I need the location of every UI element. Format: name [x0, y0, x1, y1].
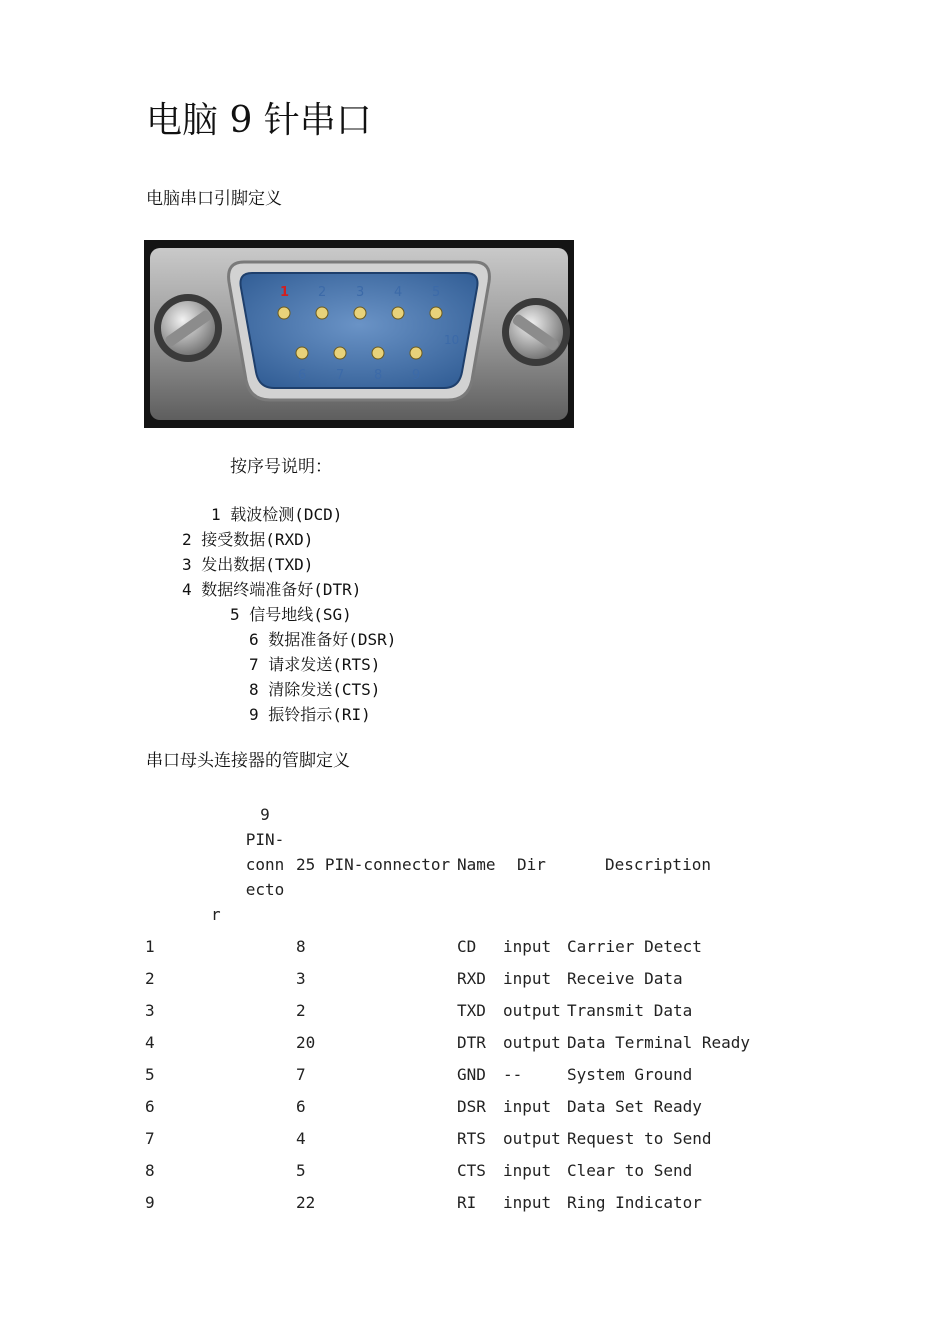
pin-item: 2 接受数据(RXD)	[182, 530, 314, 549]
pin-number-label: 1	[280, 285, 290, 300]
cell-9pin: 5	[145, 1065, 155, 1084]
cell-dir: input	[503, 1161, 552, 1180]
pin-item: 6 数据准备好(DSR)	[249, 630, 397, 649]
connector-pin	[392, 307, 404, 319]
cell-description: Carrier Detect	[567, 937, 702, 956]
cell-25pin: 22	[296, 1193, 316, 1212]
connector-pin	[296, 347, 308, 359]
cell-25pin: 6	[296, 1097, 306, 1116]
connector-pin	[278, 307, 290, 319]
cell-25pin: 20	[296, 1033, 316, 1052]
cell-name: GND	[457, 1065, 486, 1084]
cell-description: System Ground	[567, 1065, 693, 1084]
right-screw	[502, 298, 570, 366]
pin-number-label: 6	[298, 368, 307, 383]
pin-number-label: 7	[336, 368, 345, 383]
cell-dir: input	[503, 1097, 552, 1116]
header-line: 9	[260, 805, 270, 824]
table-header-9pin	[241, 802, 289, 902]
section-heading-female-connector: 串口母头连接器的管脚定义	[146, 751, 350, 771]
pin-number-label: 3	[356, 285, 365, 300]
connector-pin	[410, 347, 422, 359]
table-header-description: Description	[605, 855, 711, 874]
cell-9pin: 1	[145, 937, 155, 956]
cell-name: CD	[457, 937, 477, 956]
pin-number-label: 8	[374, 368, 383, 383]
cell-25pin: 5	[296, 1161, 306, 1180]
header-line: ecto	[245, 880, 285, 899]
cell-description: Receive Data	[567, 969, 683, 988]
cell-9pin: 8	[145, 1161, 155, 1180]
cell-9pin: 4	[145, 1033, 155, 1052]
page-title: 电脑 9 针串口	[146, 100, 372, 141]
cell-dir: output	[503, 1129, 561, 1148]
cell-name: DTR	[457, 1033, 486, 1052]
pin-item: 9 振铃指示(RI)	[249, 705, 371, 724]
cell-description: Data Terminal Ready	[567, 1033, 751, 1052]
cell-9pin: 3	[145, 1001, 155, 1020]
pin-number-label: 9	[412, 368, 421, 383]
cell-dir: input	[503, 1193, 552, 1212]
pin-item: 3 发出数据(TXD)	[182, 555, 314, 574]
cell-description: Data Set Ready	[567, 1097, 702, 1116]
cell-name: TXD	[457, 1001, 486, 1020]
connector-pin	[334, 347, 346, 359]
header-line: PIN-	[245, 830, 285, 849]
cell-name: RI	[457, 1193, 477, 1212]
pin-number-label: 2	[318, 285, 327, 300]
cell-name: DSR	[457, 1097, 486, 1116]
cell-25pin: 3	[296, 969, 306, 988]
left-screw	[154, 294, 222, 362]
pin-item: 5 信号地线(SG)	[230, 605, 352, 624]
cell-dir: input	[503, 969, 552, 988]
section-heading-pin-definition: 电脑串口引脚定义	[146, 189, 282, 209]
cell-name: RTS	[457, 1129, 486, 1148]
cell-name: CTS	[457, 1161, 486, 1180]
table-header-dir: Dir	[517, 855, 546, 874]
connector-pin	[430, 307, 442, 319]
cell-description: Transmit Data	[567, 1001, 693, 1020]
db9-connector-image	[144, 240, 574, 428]
cell-description: Ring Indicator	[567, 1193, 702, 1212]
header-line: conn	[245, 855, 285, 874]
cell-25pin: 4	[296, 1129, 306, 1148]
cell-dir: output	[503, 1001, 561, 1020]
cell-9pin: 2	[145, 969, 155, 988]
cell-description: Request to Send	[567, 1129, 712, 1148]
pin-number-label: 4	[394, 285, 403, 300]
table-header-9pin-tail: r	[211, 905, 221, 924]
cell-9pin: 6	[145, 1097, 155, 1116]
pin-item: 4 数据终端准备好(DTR)	[182, 580, 362, 599]
pin-number-label: 10	[444, 333, 460, 347]
pin-item: 7 请求发送(RTS)	[249, 655, 381, 674]
table-header-25pin: 25 PIN-connector	[296, 855, 451, 874]
cell-25pin: 2	[296, 1001, 306, 1020]
connector-pin	[316, 307, 328, 319]
cell-25pin: 8	[296, 937, 306, 956]
cell-name: RXD	[457, 969, 486, 988]
cell-9pin: 7	[145, 1129, 155, 1148]
cell-dir: --	[503, 1065, 523, 1084]
cell-description: Clear to Send	[567, 1161, 693, 1180]
connector-pin	[354, 307, 366, 319]
connector-pin	[372, 347, 384, 359]
cell-25pin: 7	[296, 1065, 306, 1084]
cell-9pin: 9	[145, 1193, 155, 1212]
pin-item: 1 载波检测(DCD)	[211, 505, 343, 524]
pin-list-intro: 按序号说明：	[230, 457, 332, 477]
table-header-name: Name	[457, 855, 496, 874]
cell-dir: input	[503, 937, 552, 956]
pin-number-label: 5	[432, 285, 441, 300]
pin-item: 8 清除发送(CTS)	[249, 680, 381, 699]
cell-dir: output	[503, 1033, 561, 1052]
